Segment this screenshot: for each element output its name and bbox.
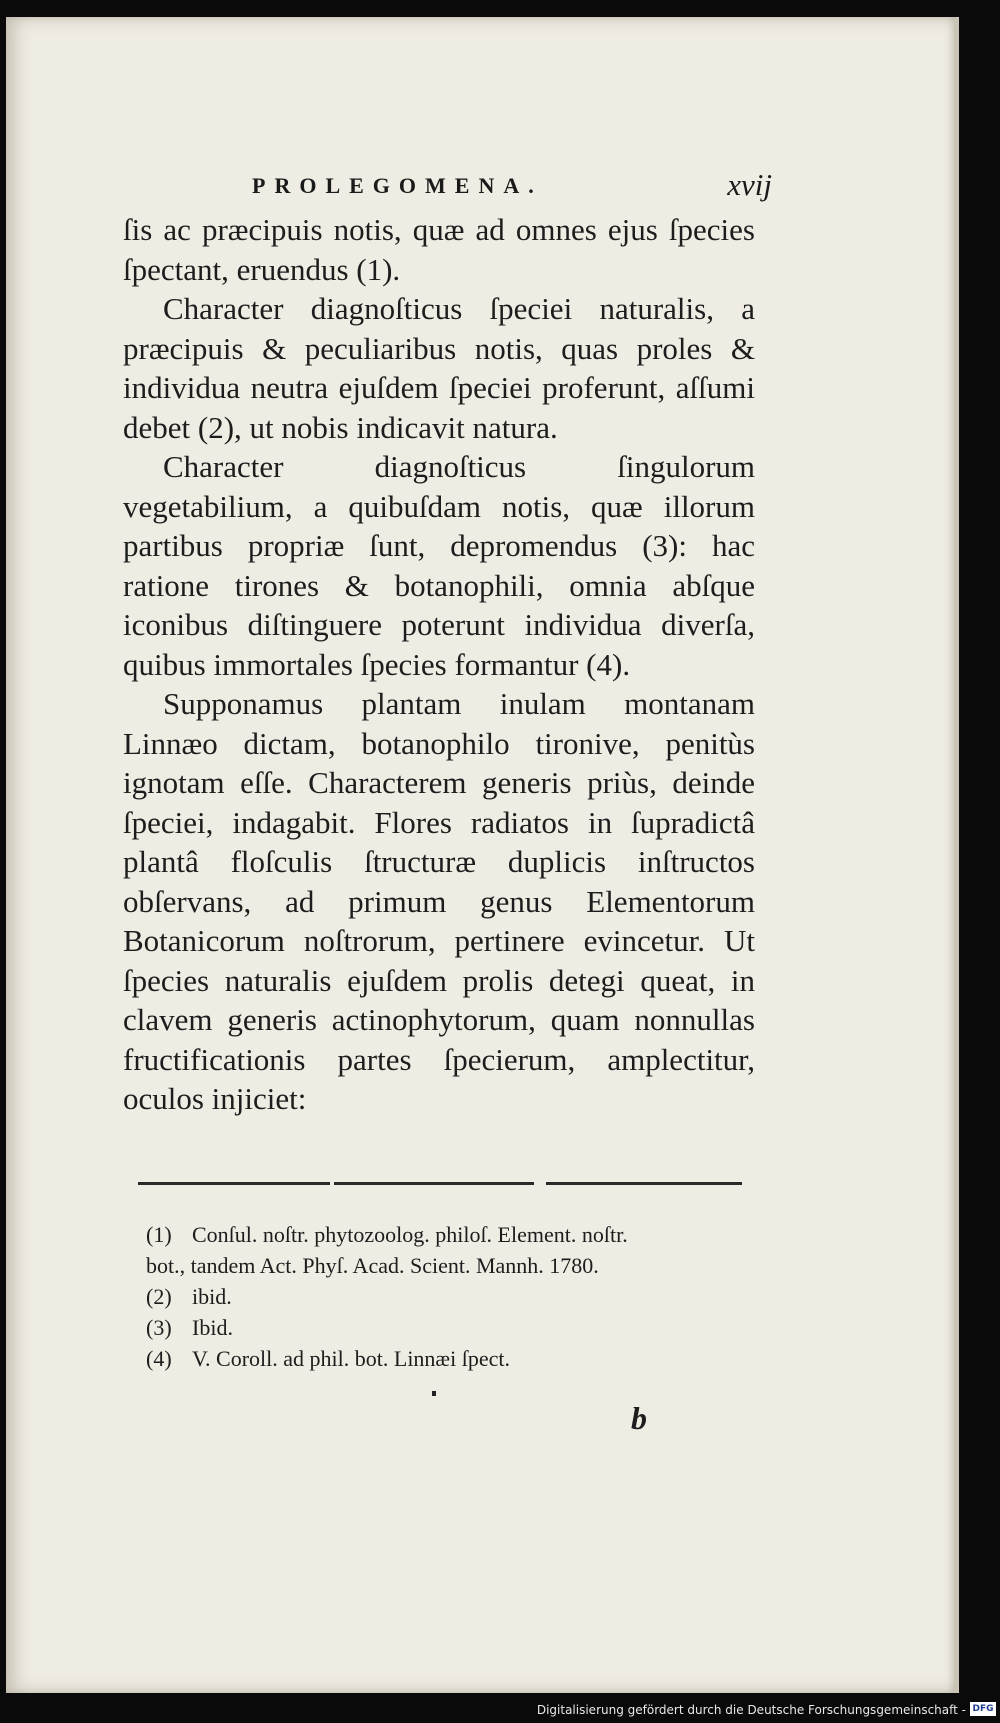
- footnote-text: V. Coroll. ad phil. bot. Linnæi ſpect.: [192, 1346, 510, 1371]
- body-text: [123, 210, 755, 1119]
- footnote-number: (3): [146, 1315, 172, 1340]
- footnote-4: [146, 1343, 766, 1374]
- footnote-divider: [546, 1182, 742, 1185]
- digitization-credit: Digitalisierung gefördert durch die Deutsche Forschungsgemeinschaft -: [536, 1703, 966, 1717]
- paragraph: Supponamus plantam inulam montanam Linnæo dictam, botanophilo tironive, penitùs ignotam eſſe. Characterem generis priùs, deinde ſpeciei, indagabit. Flores radiatos in ſupradictâ plantâ floſculis ſtructuræ duplicis inſtructos obſervans, ad primum genus Elementorum Botanicorum noſtrorum, pertinere evincetur. Ut ſpecies naturalis ejuſdem prolis detegi queat, in clavem generis actinophytorum, quam nonnullas fructificationis partes ſpecierum, amplectitur, oculos injiciet:: [123, 686, 755, 1116]
- footnote-number: (2): [146, 1284, 172, 1309]
- signature-mark: b: [631, 1400, 647, 1436]
- footnote-1-continued: [146, 1250, 766, 1281]
- footnote-divider: [138, 1182, 330, 1185]
- dfg-logo: DFG: [970, 1702, 996, 1716]
- credit-bar: [0, 1693, 1000, 1723]
- paragraph: ſis ac præcipuis notis, quæ ad omnes ejus ſpecies ſpectant, eruendus (1).: [123, 212, 755, 287]
- running-head: PROLEGOMENA.: [252, 173, 543, 198]
- footnote-3: [146, 1312, 766, 1343]
- page-edge: [954, 17, 959, 1693]
- footnote-text: bot., tandem Act. Phyſ. Acad. Scient. Mannh. 1780.: [146, 1253, 599, 1278]
- footnote-number: (1): [146, 1222, 172, 1247]
- footnote-1: [146, 1219, 766, 1250]
- paragraph: Character diagnoſticus ſpeciei naturalis, a præcipuis & peculiaribus notis, quas proles & individua neutra ejuſdem ſpeciei proferunt, aſſumi debet (2), ut nobis indicavit natura.: [123, 291, 755, 445]
- footnote-2: [146, 1281, 766, 1312]
- footnote-divider: [334, 1182, 534, 1185]
- footnotes: [146, 1219, 766, 1374]
- footnote-text: ibid.: [192, 1284, 232, 1309]
- printer-mark: [432, 1391, 436, 1396]
- footnote-text: Ibid.: [192, 1315, 233, 1340]
- paragraph: Character diagnoſticus ſingulorum vegetabilium, a quibuſdam notis, quæ illorum partibus propriæ ſunt, depromendus (3): hac ratione tirones & botanophili, omnia abſque iconibus diſtinguere poterunt individua diverſa, quibus immortales ſpecies formantur (4).: [123, 449, 755, 682]
- footnote-number: (4): [146, 1346, 172, 1371]
- page-header: [252, 167, 772, 207]
- footnote-text: Conſul. noſtr. phytozoolog. philoſ. Element. noſtr.: [192, 1222, 628, 1247]
- page-number: xvij: [727, 167, 772, 202]
